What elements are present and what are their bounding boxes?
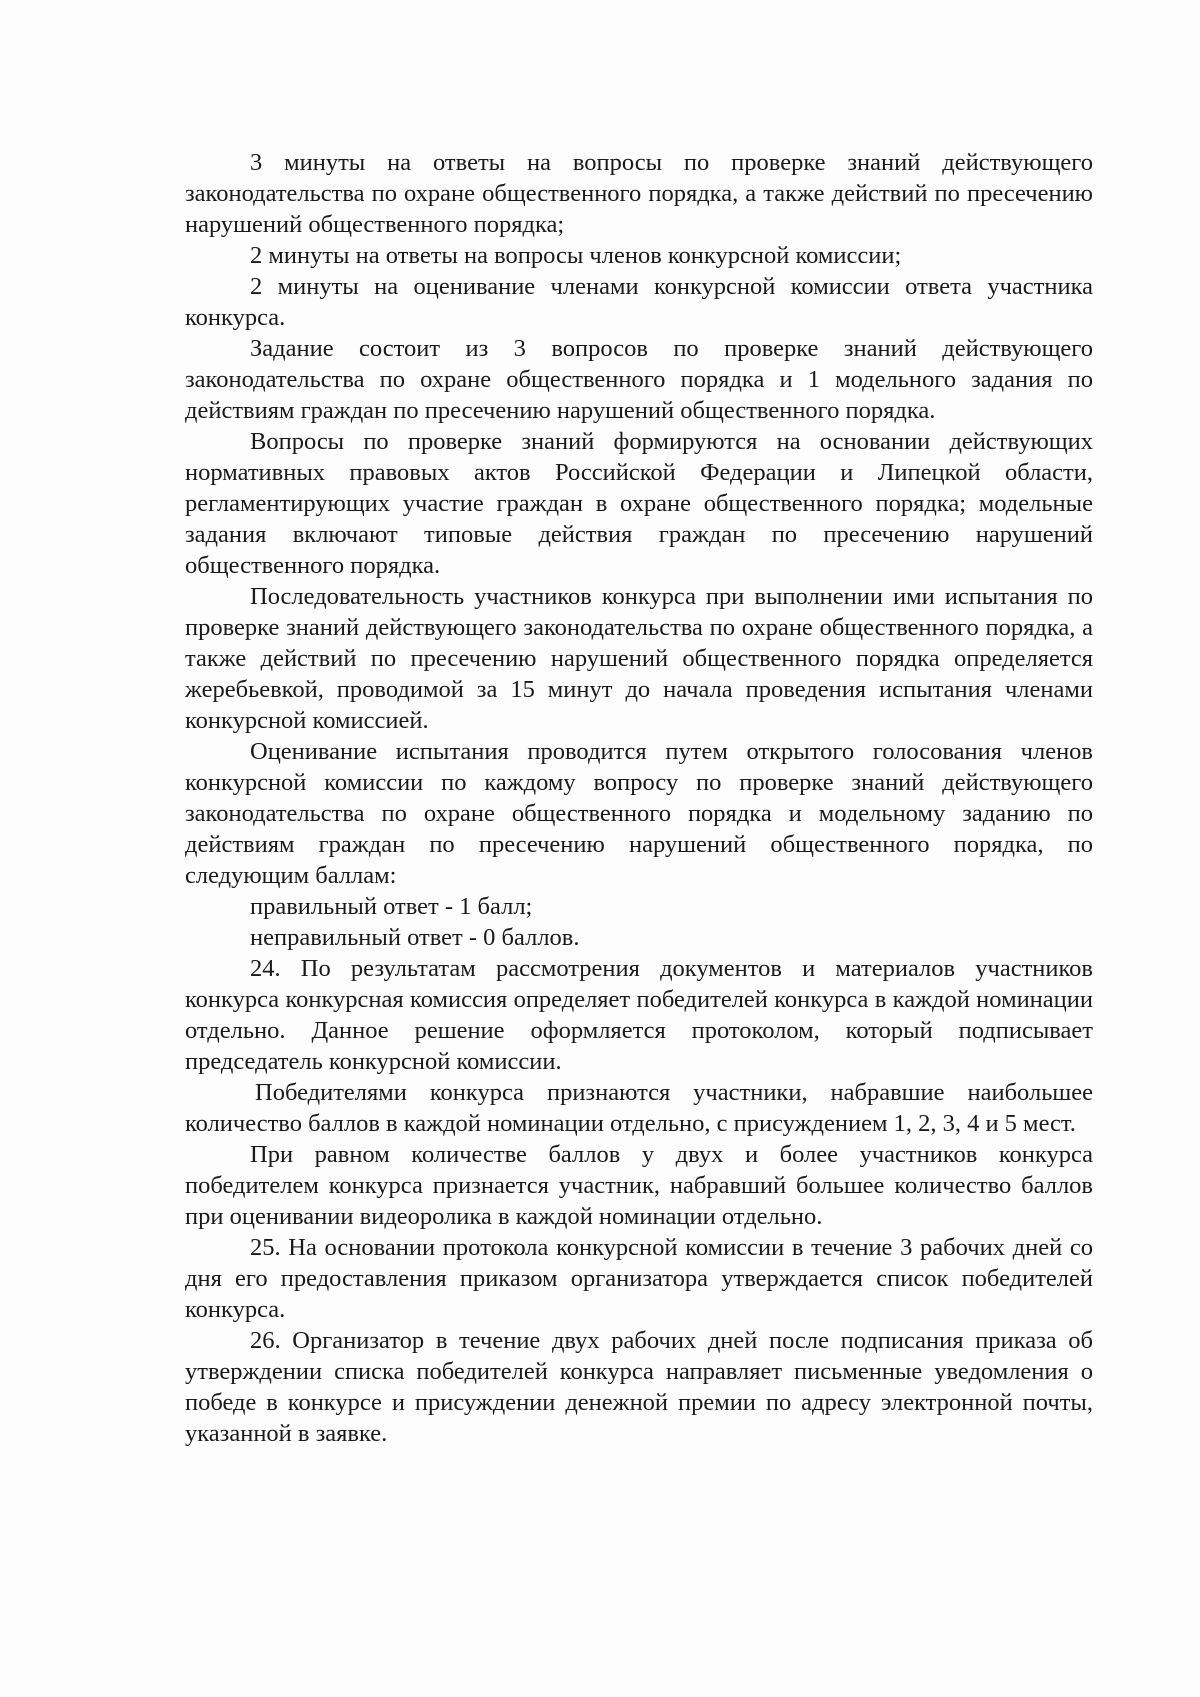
paragraph-3: 2 минуты на оценивание членами конкурсной комиссии ответа участника конкурса. [185, 273, 1093, 331]
paragraph-5: Вопросы по проверке знаний формируются на основании действующих нормативных правовых актов Российской Федерации и Липецкой области, регламентирующих участие граждан в охране общественного порядка; модельные задания включают типовые действия граждан по пресечению нарушений общественного порядка. [185, 428, 1093, 579]
paragraph-11: Победителями конкурса признаются участники, набравшие наибольшее количество баллов в каждой номинации отдельно, с присуждением 1, 2, 3, 4 и 5 мест. [185, 1079, 1093, 1137]
paragraph-14: 26. Организатор в течение двух рабочих дней после подписания приказа об утверждении списка победителей конкурса направляет письменные уведомления о победе в конкурсе и присуждении денежной премии по адресу электронной почты, указанной в заявке. [185, 1327, 1093, 1447]
paragraph-1: 3 минуты на ответы на вопросы по проверке знаний действующего законодательства по охране общественного порядка, а также действий по пресечению нарушений общественного порядка; [185, 149, 1093, 238]
paragraph-7: Оценивание испытания проводится путем открытого голосования членов конкурсной комиссии по каждому вопросу по проверке знаний действующего законодательства по охране общественного порядка и модельному заданию по действиям граждан по пресечению нарушений общественного порядка, по следующим баллам: [185, 738, 1093, 889]
paragraph-10: 24. По результатам рассмотрения документов и материалов участников конкурса конкурсная комиссия определяет победителей конкурса в каждой номинации отдельно. Данное решение оформляется протоколом, который подписывает председатель конкурсной комиссии. [185, 955, 1093, 1075]
document-body [185, 147, 1093, 1449]
paragraph-13: 25. На основании протокола конкурсной комиссии в течение 3 рабочих дней со дня его предоставления приказом организатора утверждается список победителей конкурса. [185, 1234, 1093, 1323]
paragraph-9: неправильный ответ - 0 баллов. [250, 924, 580, 951]
paragraph-2: 2 минуты на ответы на вопросы членов конкурсной комиссии; [250, 242, 902, 269]
paragraph-6: Последовательность участников конкурса при выполнении ими испытания по проверке знаний действующего законодательства по охране общественного порядка, а также действий по пресечению нарушений общественного порядка определяется жеребьевкой, проводимой за 15 минут до начала проведения испытания членами конкурсной комиссией. [185, 583, 1093, 734]
paragraph-4: Задание состоит из 3 вопросов по проверке знаний действующего законодательства по охране общественного порядка и 1 модельного задания по действиям граждан по пресечению нарушений общественного порядка. [185, 335, 1093, 424]
paragraph-8: правильный ответ - 1 балл; [250, 893, 533, 920]
paragraph-12: При равном количестве баллов у двух и более участников конкурса победителем конкурса признается участник, набравший большее количество баллов при оценивании видеоролика в каждой номинации отдельно. [185, 1141, 1093, 1230]
